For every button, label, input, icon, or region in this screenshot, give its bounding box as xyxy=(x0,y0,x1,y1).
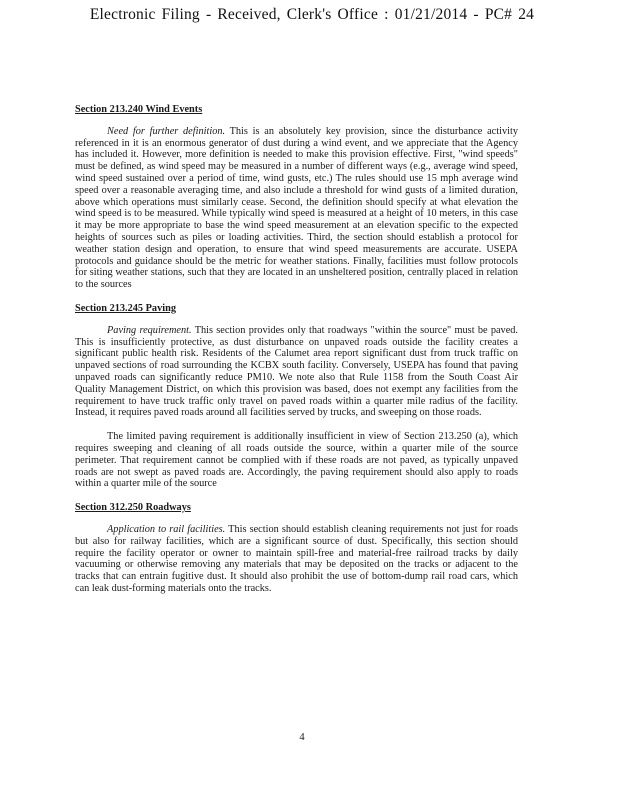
filing-stamp-header: Electronic Filing - Received, Clerk's Office : 01/21/2014 - PC# 24 xyxy=(89,6,535,23)
paragraph xyxy=(75,524,518,595)
paragraph-text: This is an absolutely key provision, since the disturbance activity referenced in it is an enormous generator of dust during a wind event, and we appreciate that the Agency has included it. However, more definition is needed to make this provision effective. First, "wind speeds" must be defined, as wind speed may be measured in a number of different ways (e.g., average wind speed, wind speed sustained over a period of time, wind gusts, etc.) The rules should use 15 mph average wind speed over a reasonable averaging time, and also include a threshold for wind gusts of a limited duration, above which operations must similarly cease. Second, the definition should specify at what elevation the wind speed is to be measured. While typically wind speed is measured at a height of 10 meters, in this case it may be more appropriate to base the wind speed measurement at an elevation specific to the expected heights of sources such as piles or loading activities. Third, the section should establish a protocol for weather station design and operation, to ensure that wind speed measurements are accurate. USEPA protocols and guidance should be the metric for weather stations. Finally, facilities must follow protocols for siting weather stations, such that they are located in an unsheltered position, centrally placed in relation to the sources xyxy=(75,125,518,291)
section-heading: Section 312.250 Roadways xyxy=(75,502,191,514)
section-wind-events xyxy=(75,104,518,291)
paragraph xyxy=(75,325,518,419)
paragraph xyxy=(75,431,518,490)
paragraph-text: This section provides only that roadways "within the source" must be paved. This is insufficiently protective, as dust disturbance on unpaved roads outside the facility creates a significant public health risk. Residents of the Calumet area report significant dust from truck traffic on unpaved sections of road surrounding the KCBX south facility. Conversely, USEPA has found that paving unpaved roads can significantly reduce PM10. We note also that Rule 1158 from the South Coast Air Quality Management District, on which this provision was based, does not exempt any facilities from the requirement to have truck traffic only travel on paved roads within a quarter mile radius of the facility. Instead, it requires paved roads around all facilities served by trucks, and sweeping on those roads. xyxy=(75,324,518,419)
paragraph-lead: Application to rail facilities. xyxy=(107,523,226,535)
paragraph-lead: Paving requirement. xyxy=(107,324,192,336)
section-heading: Section 213.240 Wind Events xyxy=(75,104,203,115)
paragraph-lead: Need for further definition. xyxy=(107,125,226,137)
section-paving xyxy=(75,303,518,490)
document-body xyxy=(75,104,518,607)
section-roadways xyxy=(75,502,518,595)
section-heading: Section 213.245 Paving xyxy=(75,302,176,314)
page-number: 4 xyxy=(299,732,305,743)
paragraph-text: This section should establish cleaning requirements not just for roads but also for railway facilities, which are a significant source of dust. Specifically, this section should require the facility operator or owner to maintain spill-free and material-free railroad tracks by daily vacuuming or otherwise removing any materials that may be deposited on the tracks or adjacent to the tracks that can entrain fugitive dust. It should also prohibit the use of bottom-dump rail road cars, which can leak dust-forming materials onto the tracks. xyxy=(75,523,518,594)
paragraph-text: The limited paving requirement is additionally insufficient in view of Section 213.250 (a), which requires sweeping and cleaning of all roads outside the source, within a quarter mile of the source perimeter. That requirement cannot be complied with if these roads are not paved, as typically unpaved roads are not swept as paved roads are. Accordingly, the paving requirement should also apply to roads within a quarter mile of the source xyxy=(75,431,518,490)
paragraph xyxy=(75,126,518,291)
